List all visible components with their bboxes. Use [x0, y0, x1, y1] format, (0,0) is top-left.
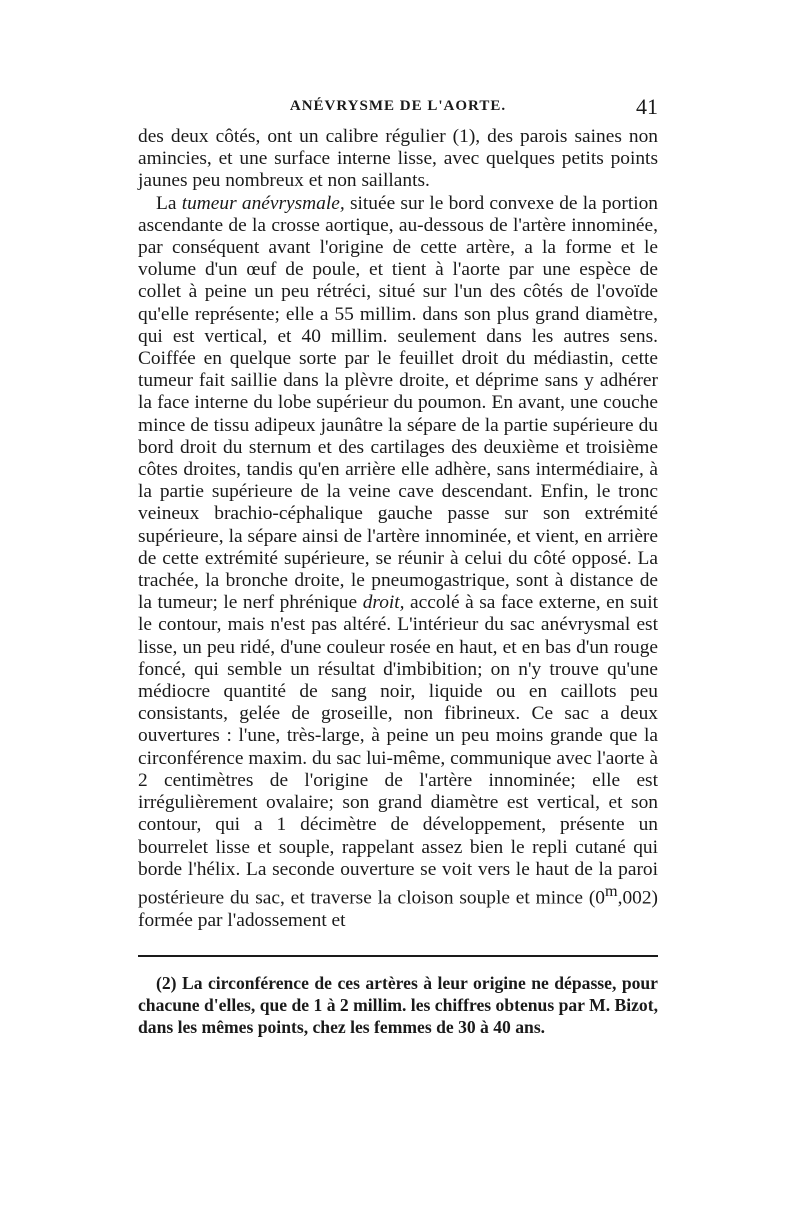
paragraph-2	[138, 193, 658, 932]
italic-term-droit: droit,	[362, 592, 405, 614]
footnote-divider	[138, 955, 658, 957]
page-header	[138, 94, 658, 124]
superscript-m: m	[605, 882, 618, 900]
body-text	[138, 126, 658, 932]
page-number: 41	[636, 94, 658, 119]
footnote: (2) La circonférence de ces artères à leur origine ne dépasse, pour chacune d'elles, que de 1 à 2 millim. les chiffres obtenus par M. Bizot, dans les mêmes points, chez les femmes de 30 à 40 ans.	[138, 973, 658, 1037]
paragraph-2-lead: La	[156, 192, 182, 214]
paragraph-2-part-a: située sur le bord convexe de la portion ascendante de la crosse aortique, au-dessous de l'artère innominée, par conséquent avant l'origine de cette artère, a la forme et le volume d'un œuf de poule, et tient à l'aorte par une espèce de collet à peine un peu rétréci, situé sur l'un des côtés de l'ovoïde qu'elle représente; elle a 55 millim. dans son plus grand diamètre, qui est vertical, et 40 millim. seulement dans les autres sens. Coiffée en quelque sorte par le feuillet droit du médiastin, cette tumeur fait saillie dans la plèvre droite, et déprime sans y adhérer la face interne du lobe supérieur du poumon. En avant, une couche mince de tissu adipeux jaunâtre la sépare de la partie supérieure du bord droit du sternum et des cartilages des deuxième et troisième côtes droites, tandis qu'en arrière elle adhère, sans intermédiaire, à la partie supérieure de la veine cave descendant. Enfin, le tronc veineux brachio-céphalique gauche passe sur son extrémité supérieure, la sépare ainsi de l'artère innominée, et vient, en arrière de cette extrémité supérieure, se réunir à celui du côté opposé. La trachée, la bronche droite, le pneumogastrique, sont à distance de la tumeur; le nerf phrénique	[138, 192, 658, 614]
paragraph-2-part-c: ,002) formée par l'adossement et	[138, 887, 658, 931]
running-title: ANÉVRYSME DE L'AORTE.	[289, 98, 507, 114]
paragraph-2-part-b: accolé à sa face externe, en suit le contour, mais n'est pas altéré. L'intérieur du sac anévrysmal est lisse, un peu ridé, d'une couleur rosée en haut, et en bas d'un rouge foncé, qui semble un résultat d'imbibition; on n'y trouve qu'une médiocre quantité de sang noir, liquide ou en caillots peu consistants, gelée de groseille, non fibrineux. Ce sac a deux ouvertures : l'une, très-large, à peine un peu moins grande que la circonférence maxim. du sac lui-même, communique avec l'aorte à 2 centimètres de l'origine de l'artère innominée; elle est irrégulièrement ovalaire; son grand diamètre est vertical, et son contour, qui a 1 décimètre de développement, présente un bourrelet lisse et souple, rappelant assez bien le repli cutané qui borde l'hélix. La seconde ouverture se voit vers le haut de la paroi postérieure du sac, et traverse la cloison souple et mince (0	[138, 592, 658, 909]
paragraph-1: des deux côtés, ont un calibre régulier (1), des parois saines non amincies, et une surface interne lisse, avec quelques petits points jaunes peu nombreux et non saillants.	[138, 126, 658, 192]
italic-term-tumeur: tumeur anévrysmale,	[181, 192, 345, 214]
